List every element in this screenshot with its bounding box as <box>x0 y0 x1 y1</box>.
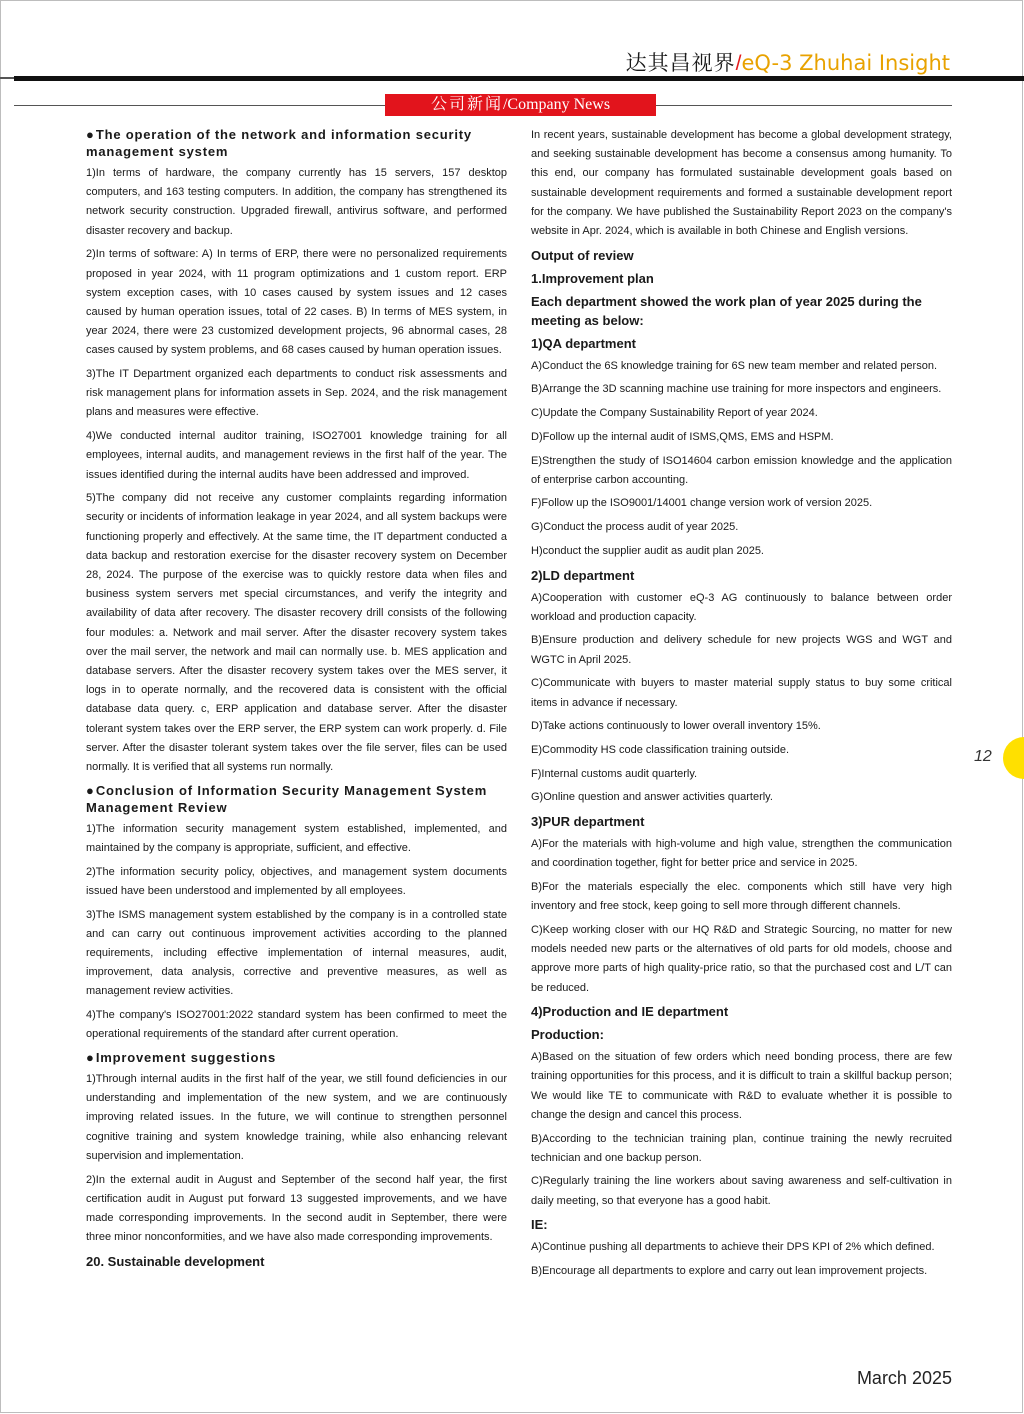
paragraph: 2)The information security policy, objectives, and management system documents issued have been understood and implemented by all employees. <box>86 865 507 897</box>
subheading: IE: <box>531 1217 548 1233</box>
list-item: F)Internal customs audit quarterly. <box>531 767 698 780</box>
corner-mark <box>0 77 14 79</box>
paragraph: 1)The information security management system established, implemented, and maintained by the company is appropriate, sufficient, and effective. <box>86 822 507 854</box>
magazine-title-cn: 达其昌视界 <box>625 51 736 75</box>
section-heading: 20. Sustainable development <box>86 1253 265 1269</box>
list-item: B)Encourage all departments to explore and carry out lean improvement projects. <box>531 1265 928 1278</box>
list-item: B)For the materials especially the elec. components which still have very high inventory and free stock, keep going to sell more through different channels. <box>531 880 952 913</box>
paragraph: 4)We conducted internal auditor training, ISO27001 knowledge training for all employees, internal audits, and management reviews in the first half of the year. The issues identified during the internal audits have been addressed and improved. <box>86 430 507 481</box>
paragraph: 4)The company's ISO27001:2022 standard system has been confirmed to meet the operational requirements of the standard after current operation. <box>86 1009 507 1041</box>
paragraph: 1)In terms of hardware, the company currently has 15 servers, 157 desktop computers, and 163 testing computers. In addition, the company has strengthened its network security construction. Upgraded firewall, antivirus software, and performed disaster recovery and backup. <box>86 167 507 237</box>
list-item: B)According to the technician training plan, continue training the newly recruited technician and one backup person. <box>531 1132 952 1164</box>
subheading: Production: <box>531 1027 604 1043</box>
list-item: A)Continue pushing all departments to achieve their DPS KPI of 2% which defined. <box>531 1241 935 1254</box>
section-heading: ● The operation of the network and information security management system <box>86 126 507 160</box>
list-item: A)Conduct the 6S knowledge training for 6S new team member and related person. <box>531 359 938 372</box>
paragraph: 3)The IT Department organized each departments to conduct risk assessments and risk management plans for information assets in Sep. 2024, and the risk management plans and measures were effective. <box>86 368 507 419</box>
title-slash: / <box>735 52 742 75</box>
paragraph: 3)The ISMS management system established by the company is in a controlled state and can carry out continuous improvement activities according to the planned requirements, including effective implementation of internal measures, audit, improvement, data analysis, corrective and preventive measures, as well as management review activities. <box>86 908 507 998</box>
list-item: E)Commodity HS code classification training outside. <box>531 743 790 756</box>
department-heading: 3)PUR department <box>531 814 645 830</box>
subheading: Each department showed the work plan of year 2025 during the meeting as below: <box>531 293 922 328</box>
section-heading: ● Conclusion of Information Security Management System Management Review <box>86 782 507 816</box>
paragraph: In recent years, sustainable development has become a global development strategy, and seeking sustainable development has become a consensus among humanity. To this end, our company has formulated sustainable development goals based on sustainable development requirements and formed a sustainable development report for the company. We have published the Sustainability Report 2023 on the company's website in Apr. 2024, which is available in both Chinese and English versions. <box>531 129 952 238</box>
list-item: A)Cooperation with customer eQ-3 AG continuously to balance between order workload and production capacity. <box>531 591 952 623</box>
paragraph: 2)In the external audit in August and September of the second half year, the first certification audit in August put forward 13 suggested improvements, and we have made corresponding improvements. In the second audit in September, there were three minor nonconformities, and we have also made corresponding improvements. <box>86 1173 507 1244</box>
department-heading: 2)LD department <box>531 567 635 583</box>
list-item: C)Keep working closer with our HQ R&D and Strategic Sourcing, no matter for new models needed new parts or the alternatives of old parts for old models, choose and approve more parts of high quality-price ratio, so that the purchased cost and L/T can be reduced. <box>531 923 952 994</box>
section-title-cn: 公司新闻 <box>430 96 503 113</box>
paragraph: 1)Through internal audits in the first half of the year, we still found deficiencies in our understanding and implementation of the new system, and we are continuously improving related issues. In the future, we will continue to strengthen personnel cognitive training and system knowledge training, while also enhancing relevant supervision and implementation. <box>86 1073 507 1162</box>
section-tab <box>385 94 656 116</box>
issue-date: March 2025 <box>856 1368 952 1388</box>
list-item: C)Communicate with buyers to master material supply status to buy some critical items in advance if necessary. <box>531 677 952 709</box>
department-heading: 1)QA department <box>531 335 636 351</box>
header-rule-thick <box>14 76 1024 81</box>
paragraph: 5)The company did not receive any customer complaints regarding information security or incidents of information leakage in year 2024, and all system backups were functioning properly and effectively. At the same time, the IT department conducted a data backup and restoration exercise for the disaster recovery system on December 28, 2024. The purpose of the exercise was to quickly restore data when files and business system servers met special circumstances, and verify the integrity and availability of data after recovery. The disaster recovery drill consists of the following four modules: a. Network and mail server. After the disaster recovery system takes over the mail server, the network and mail can normally use. b. MES application and database servers. After the disaster recovery system takes over the MES server, it logs in to operate normally, and the recovered data is consistent with the official database data query. c, ERP application and database server. After the disaster tolerant system takes over the ERP server, the ERP system can work properly. d. File server. After the disaster tolerant system takes over the file server, files can be used normally. It is verified that all systems run normally. <box>86 492 507 774</box>
list-item: G)Conduct the process audit of year 2025. <box>531 521 739 534</box>
list-item: D)Take actions continuously to lower overall inventory 15%. <box>531 720 821 733</box>
list-item: F)Follow up the ISO9001/14001 change version work of version 2025. <box>531 497 873 510</box>
section-slash: / <box>502 96 508 113</box>
list-item: B)Ensure production and delivery schedule for new projects WGS and WGT and WGTC in April 2025. <box>531 634 952 666</box>
list-item: A)Based on the situation of few orders which need bonding process, there are few training opportunities for this process, and it is difficult to train a skillful backup person; We would like TE to communicate with R&D to evaluate whether it is possible to change the design and cancel this process. <box>531 1051 952 1121</box>
list-item: C)Update the Company Sustainability Report of year 2024. <box>531 407 818 420</box>
list-item: E)Strengthen the study of ISO14604 carbon emission knowledge and the application of enterprise carbon accounting. <box>531 454 952 486</box>
list-item: C)Regularly training the line workers about saving awareness and self-cultivation in daily meeting, so that everyone has a good habit. <box>531 1175 952 1207</box>
list-item: H)conduct the supplier audit as audit plan 2025. <box>531 544 764 557</box>
magazine-title-en: eQ-3 Zhuhai Insight <box>741 51 950 75</box>
list-item: G)Online question and answer activities quarterly. <box>531 791 773 804</box>
department-heading: 4)Production and IE department <box>531 1004 729 1020</box>
right-column <box>531 126 952 1286</box>
list-item: D)Follow up the internal audit of ISMS,QMS, EMS and HSPM. <box>531 430 834 443</box>
left-column <box>86 126 507 1275</box>
list-item: B)Arrange the 3D scanning machine use training for more inspectors and engineers. <box>531 383 942 396</box>
section-title-en: Company News <box>507 96 611 113</box>
section-heading: ● Improvement suggestions <box>86 1049 507 1066</box>
magazine-title <box>626 50 950 77</box>
section-heading: Output of review <box>531 247 634 263</box>
page-number: 12 <box>974 748 992 765</box>
subheading: 1.Improvement plan <box>531 270 654 286</box>
paragraph: 2)In terms of software: A) In terms of ERP, there were no personalized requirements proposed in year 2024, with 11 program optimizations and 1 custom report. ERP system exception cases, with 10 cases caused by system issues and 12 cases caused by human operation issues, total of 22 cases. B) In terms of MES system, in year 2024, there were 23 customized development projects, 96 abnormal cases, 28 cases caused by system problems, and 68 cases caused by human operation issues. <box>86 248 507 357</box>
list-item: A)For the materials with high-volume and high value, strengthen the communication and coordination together, fight for better price and service in 2025. <box>531 838 952 870</box>
